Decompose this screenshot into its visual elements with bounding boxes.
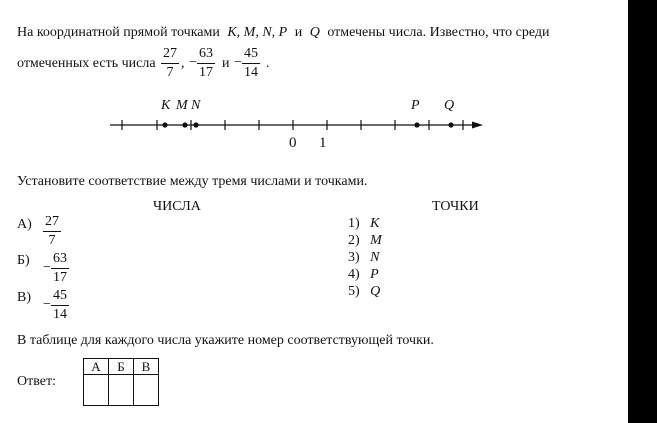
problem-fraction-3 [242,46,260,81]
number-line [0,92,628,156]
number-a-letter: А) [17,217,32,232]
axis-arrow [472,122,483,129]
fraction-denominator: 14 [53,307,67,322]
fraction-numerator: 45 [242,46,260,64]
answer-instruction: В таблице для каждого числа укажите номер соответствующей точки. [17,333,434,348]
point-option-index: 3) [348,250,360,265]
point-p-dot [414,122,419,127]
point-label-q: Q [444,98,455,113]
number-a-fraction [43,214,61,249]
problem-line-2-text: отмеченных есть числа [17,56,156,71]
point-option-4 [348,267,379,283]
point-n-dot [193,122,198,127]
problem-point-q: Q [309,25,320,40]
problem-fraction-1 [161,46,179,81]
number-c-letter: В) [17,290,31,305]
fraction-numerator: 45 [51,288,69,306]
problem-fraction-2 [197,46,215,81]
point-k-dot [162,122,167,127]
problem-comma: , [181,56,185,71]
number-b-letter: Б) [17,253,30,268]
minus-sign: − [43,297,51,312]
point-label-n: N [191,98,201,113]
point-option-2 [348,233,382,249]
matching-instruction: Установите соответствие между тремя числами и точками. [17,174,368,189]
fraction-denominator: 17 [53,270,67,285]
answer-header-c: В [134,359,159,375]
point-label-k: K [161,98,171,113]
point-option-index: 2) [348,233,360,248]
number-c-fraction [51,288,69,323]
answer-cell-c[interactable] [134,375,159,406]
point-option-3 [348,250,380,266]
fraction-numerator: 27 [161,46,179,64]
point-option-index: 5) [348,284,360,299]
fraction-denominator: 7 [166,65,174,80]
fraction-denominator: 7 [48,233,56,248]
answer-header-b: Б [109,359,134,375]
fraction-denominator: 17 [199,65,213,80]
minus-sign: − [43,260,51,275]
problem-end-dot: . [266,56,270,71]
numbers-column-header: ЧИСЛА [153,199,201,214]
points-column-header: ТОЧКИ [432,199,479,214]
minus-sign: − [189,55,197,70]
answer-table-values-row [84,375,159,406]
point-option-5 [348,284,380,300]
point-label-m: M [176,98,188,113]
problem-and-word-2: и [222,56,230,71]
fraction-numerator: 63 [197,46,215,64]
problem-line-1 [17,25,550,41]
answer-table [83,358,159,406]
point-q-dot [448,122,453,127]
fraction-numerator: 63 [51,251,69,269]
point-option-index: 1) [348,216,360,231]
point-option-1 [348,216,380,232]
answer-cell-b[interactable] [109,375,134,406]
answer-table-header-row [84,359,159,375]
minus-sign: − [234,55,242,70]
point-option-label: P [370,267,379,282]
point-option-label: K [370,216,380,231]
point-m-dot [182,122,187,127]
fraction-numerator: 27 [43,214,61,232]
number-b-fraction [51,251,69,286]
answer-label: Ответ: [17,374,56,389]
zero-label: 0 [289,135,297,151]
one-label: 1 [319,135,327,151]
answer-header-a: А [84,359,109,375]
point-label-p: P [411,98,420,113]
point-option-label: N [370,250,380,265]
answer-cell-a[interactable] [84,375,109,406]
fraction-denominator: 14 [244,65,258,80]
problem-point-names: K, M, N, P [227,25,288,40]
problem-line1-suffix: отмечены числа. Известно, что среди [327,25,550,40]
point-option-index: 4) [348,267,360,282]
problem-and-word: и [294,25,303,40]
point-option-label: Q [370,284,381,299]
point-option-label: M [370,233,382,248]
problem-intro-text: На координатной прямой точками [17,25,220,40]
